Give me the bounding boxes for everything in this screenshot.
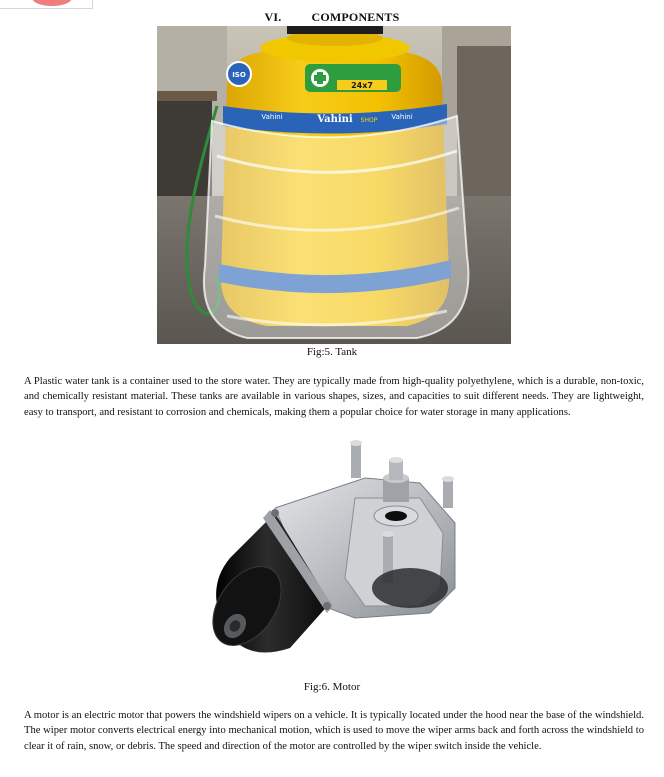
figure-caption-tank: Fig:5. Tank xyxy=(306,346,358,358)
section-title: COMPONENTS xyxy=(311,10,400,24)
tank-brand-text-left: Vahini xyxy=(261,113,283,121)
tank-illustration xyxy=(157,26,511,344)
motor-figure xyxy=(205,438,463,676)
plastic-wrap xyxy=(204,116,469,338)
section-number: VI. xyxy=(264,10,282,24)
figure-caption-motor: Fig:6. Motor xyxy=(303,681,361,693)
capacity-badge-text: 24x7 xyxy=(351,81,373,90)
tank-brand-text-right: Vahini xyxy=(391,113,413,121)
paragraph-tank: A Plastic water tank is a container used to the store water. They are typically made from high-quality polyethylene, which is a durable, non-toxic, and chemically resistant material. These tanks are available in various shapes, sizes, and capacities to suit different needs. They are lightweight, easy to transport, and resistant to corrosion and chemicals, making them a popular choice for water storage in many applications. xyxy=(24,376,644,418)
corner-logo xyxy=(0,0,93,9)
tank-brand-text: Vahini xyxy=(317,114,353,125)
tank-shop-text: SHOP xyxy=(360,117,378,124)
iso-badge-text: ISO xyxy=(232,71,246,79)
section-heading xyxy=(0,10,664,25)
tank-figure xyxy=(157,26,511,344)
motor-illustration xyxy=(205,438,463,676)
paragraph-motor: A motor is an electric motor that powers the windshield wipers on a vehicle. It is typically located under the hood near the base of the windshield. The wiper motor converts electrical energy into mechanical motion, which is used to move the wiper arms back and forth across the windshield to clear it of rain, snow, or debris. The speed and direction of the motor are controlled by the wiper switch inside the vehicle. xyxy=(24,710,644,752)
